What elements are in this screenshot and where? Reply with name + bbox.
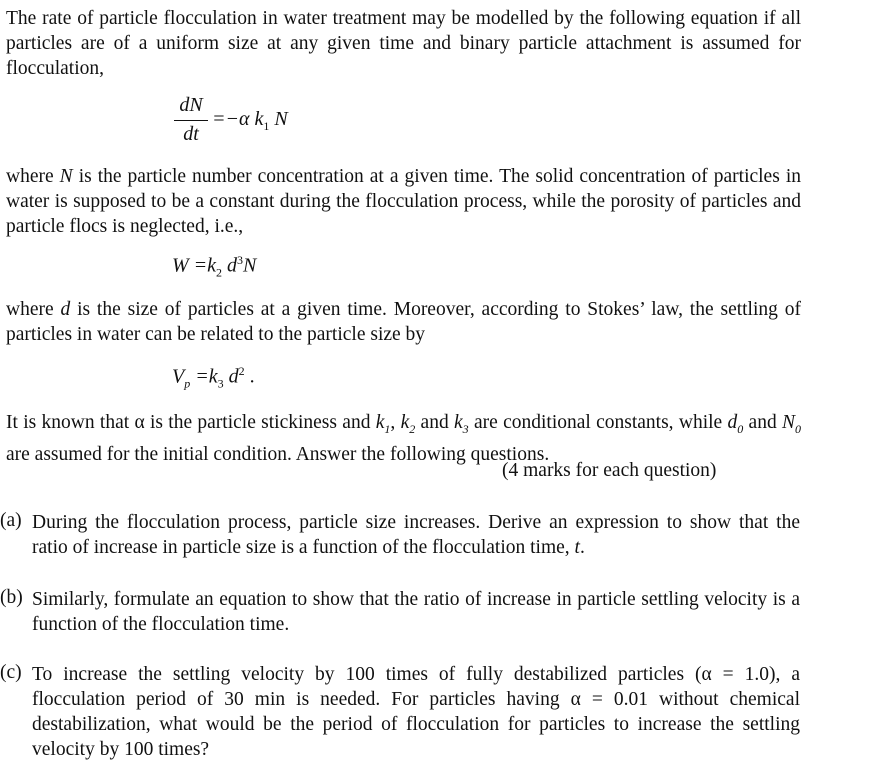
question-label: (a) <box>0 510 22 531</box>
paragraph-3: where d is the size of particles at a given time. Moreover, according to Stokes’ law, the settling of particles in water can be related to the particle size by <box>6 299 801 345</box>
question-text: During the flocculation process, particle size increases. Derive an expression to show that the ratio of increase in particle size is a function of the flocculation time, t. <box>32 512 800 558</box>
question-label: (b) <box>0 587 23 608</box>
question-text: Similarly, formulate an equation to show that the ratio of increase in particle settling velocity is a function of the flocculation time. <box>32 589 800 635</box>
equation-1-rhs: =−α $k_1$ N <box>212 108 288 133</box>
intro-paragraph: The rate of particle flocculation in water treatment may be modelled by the following equation if all particles are of a uniform size at any given time and binary particle attachment is assumed for flocculation, <box>6 8 801 79</box>
marks-note: (4 marks for each question) <box>502 460 717 481</box>
question-text: To increase the settling velocity by 100 times of fully destabilized particles (α = 1.0), a flocculation period of 30 min is needed. For particles having α = 0.01 without chemical destabilization, what would be the period of flocculation for particles to increase the settling velocity by 100 times? <box>32 664 800 760</box>
paragraph-4: It is known that α is the particle stickiness and $k_1$, $k_2$ and $k_3$ are conditional constants, while $d_0$ and $N_0$ are assumed for the initial condition. Answer the following questions. <box>6 412 802 465</box>
paragraph-2: where N is the particle number concentration at a given time. The solid concentration of particles in water is supposed to be a constant during the flocculation process, while the porosity of particles and particle flocs is neglected, i.e., <box>6 166 801 237</box>
fraction-bar <box>174 120 208 121</box>
eq1-denominator: dt <box>183 123 199 145</box>
equation-1-fraction <box>172 94 210 146</box>
equation-2: $W =k_2$ $d^3N$ <box>172 253 257 280</box>
eq1-numerator: dN <box>179 94 203 116</box>
question-label: (c) <box>0 662 22 683</box>
equation-3: $V_p =k_3$ $d^2$ . <box>172 364 255 391</box>
